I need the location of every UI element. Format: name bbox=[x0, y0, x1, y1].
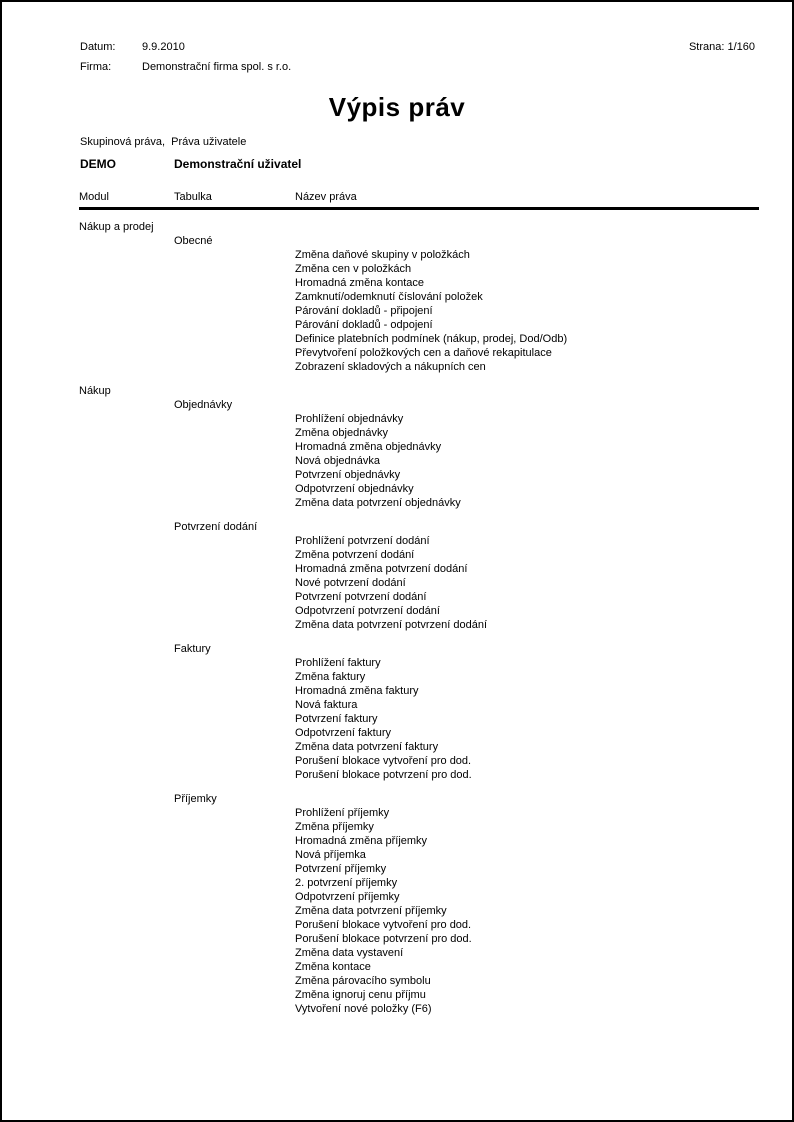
column-header-right-name: Název práva bbox=[295, 191, 357, 203]
right-item: Změna faktury bbox=[295, 671, 366, 683]
right-item: Změna data vystavení bbox=[295, 947, 404, 959]
right-item: Potvrzení objednávky bbox=[295, 469, 401, 481]
right-item: Odpotvrzení objednávky bbox=[295, 483, 414, 495]
date-value: 9.9.2010 bbox=[142, 41, 185, 53]
right-item: Změna příjemky bbox=[295, 821, 374, 833]
right-item: Definice platebních podmínek (nákup, prodej, Dod/Odb) bbox=[295, 333, 568, 345]
right-item: Změna objednávky bbox=[295, 427, 388, 439]
table-name: Potvrzení dodání bbox=[174, 521, 258, 533]
user-code: DEMO bbox=[80, 157, 116, 171]
right-item: Odpotvrzení faktury bbox=[295, 727, 391, 739]
right-item: Odpotvrzení potvrzení dodání bbox=[295, 605, 440, 617]
right-item: Změna párovacího symbolu bbox=[295, 975, 431, 987]
right-item: Prohlížení objednávky bbox=[295, 413, 404, 425]
right-item: Porušení blokace vytvoření pro dod. bbox=[295, 755, 472, 767]
report-title: Výpis práv bbox=[328, 92, 466, 122]
right-item: Hromadná změna příjemky bbox=[295, 835, 428, 847]
right-item: Hromadná změna objednávky bbox=[295, 441, 442, 453]
right-item: Změna data potvrzení faktury bbox=[295, 741, 439, 753]
date-label: Datum: bbox=[80, 41, 116, 53]
right-item: Změna data potvrzení objednávky bbox=[295, 497, 461, 509]
right-item: Zobrazení skladových a nákupních cen bbox=[295, 361, 486, 373]
right-item: Změna data potvrzení potvrzení dodání bbox=[295, 619, 488, 631]
right-item: Změna data potvrzení příjemky bbox=[295, 905, 447, 917]
right-item: Změna potvrzení dodání bbox=[295, 549, 415, 561]
right-item: Hromadná změna kontace bbox=[295, 277, 425, 289]
right-item: Potvrzení potvrzení dodání bbox=[295, 591, 427, 603]
column-header-module: Modul bbox=[79, 191, 109, 203]
column-header-table: Tabulka bbox=[174, 191, 212, 203]
report-subtitle: Skupinová práva, Práva uživatele bbox=[80, 136, 247, 148]
right-item: Potvrzení faktury bbox=[295, 713, 378, 725]
right-item: Odpotvrzení příjemky bbox=[295, 891, 400, 903]
right-item: Zamknutí/odemknutí číslování položek bbox=[295, 291, 483, 303]
right-item: Porušení blokace potvrzení pro dod. bbox=[295, 769, 472, 781]
right-item: Vytvoření nové položky (F6) bbox=[295, 1003, 432, 1015]
right-item: Prohlížení potvrzení dodání bbox=[295, 535, 430, 547]
right-item: Nová příjemka bbox=[295, 849, 366, 861]
right-item: Prohlížení faktury bbox=[295, 657, 381, 669]
right-item: Párování dokladů - odpojení bbox=[295, 319, 433, 331]
table-name: Objednávky bbox=[174, 399, 233, 411]
rights-body bbox=[2, 214, 792, 1016]
right-item: Párování dokladů - připojení bbox=[295, 305, 433, 317]
header-rule bbox=[79, 207, 759, 210]
right-item: Změna kontace bbox=[295, 961, 371, 973]
table-name: Faktury bbox=[174, 643, 211, 655]
right-item: Změna daňové skupiny v položkách bbox=[295, 249, 470, 261]
firm-label: Firma: bbox=[80, 61, 112, 73]
firm-value: Demonstrační firma spol. s r.o. bbox=[142, 61, 292, 73]
right-item: Nové potvrzení dodání bbox=[295, 577, 406, 589]
right-item: Nová objednávka bbox=[295, 455, 381, 467]
right-item: Porušení blokace vytvoření pro dod. bbox=[295, 919, 472, 931]
user-name: Demonstrační uživatel bbox=[174, 157, 302, 171]
right-item: Změna cen v položkách bbox=[295, 263, 412, 275]
table-name: Příjemky bbox=[174, 793, 217, 805]
right-item: Hromadná změna potvrzení dodání bbox=[295, 563, 468, 575]
right-item: Prohlížení příjemky bbox=[295, 807, 390, 819]
right-item: Potvrzení příjemky bbox=[295, 863, 387, 875]
module-name: Nákup a prodej bbox=[79, 221, 154, 233]
module-name: Nákup bbox=[79, 385, 111, 397]
right-item: 2. potvrzení příjemky bbox=[295, 877, 398, 889]
right-item: Převytvoření položkových cen a daňové rekapitulace bbox=[295, 347, 552, 359]
table-name: Obecné bbox=[174, 235, 213, 247]
right-item: Hromadná změna faktury bbox=[295, 685, 419, 697]
right-item: Porušení blokace potvrzení pro dod. bbox=[295, 933, 472, 945]
right-item: Nová faktura bbox=[295, 699, 358, 711]
right-item: Změna ignoruj cenu příjmu bbox=[295, 989, 426, 1001]
page-number: Strana: 1/160 bbox=[688, 41, 755, 53]
